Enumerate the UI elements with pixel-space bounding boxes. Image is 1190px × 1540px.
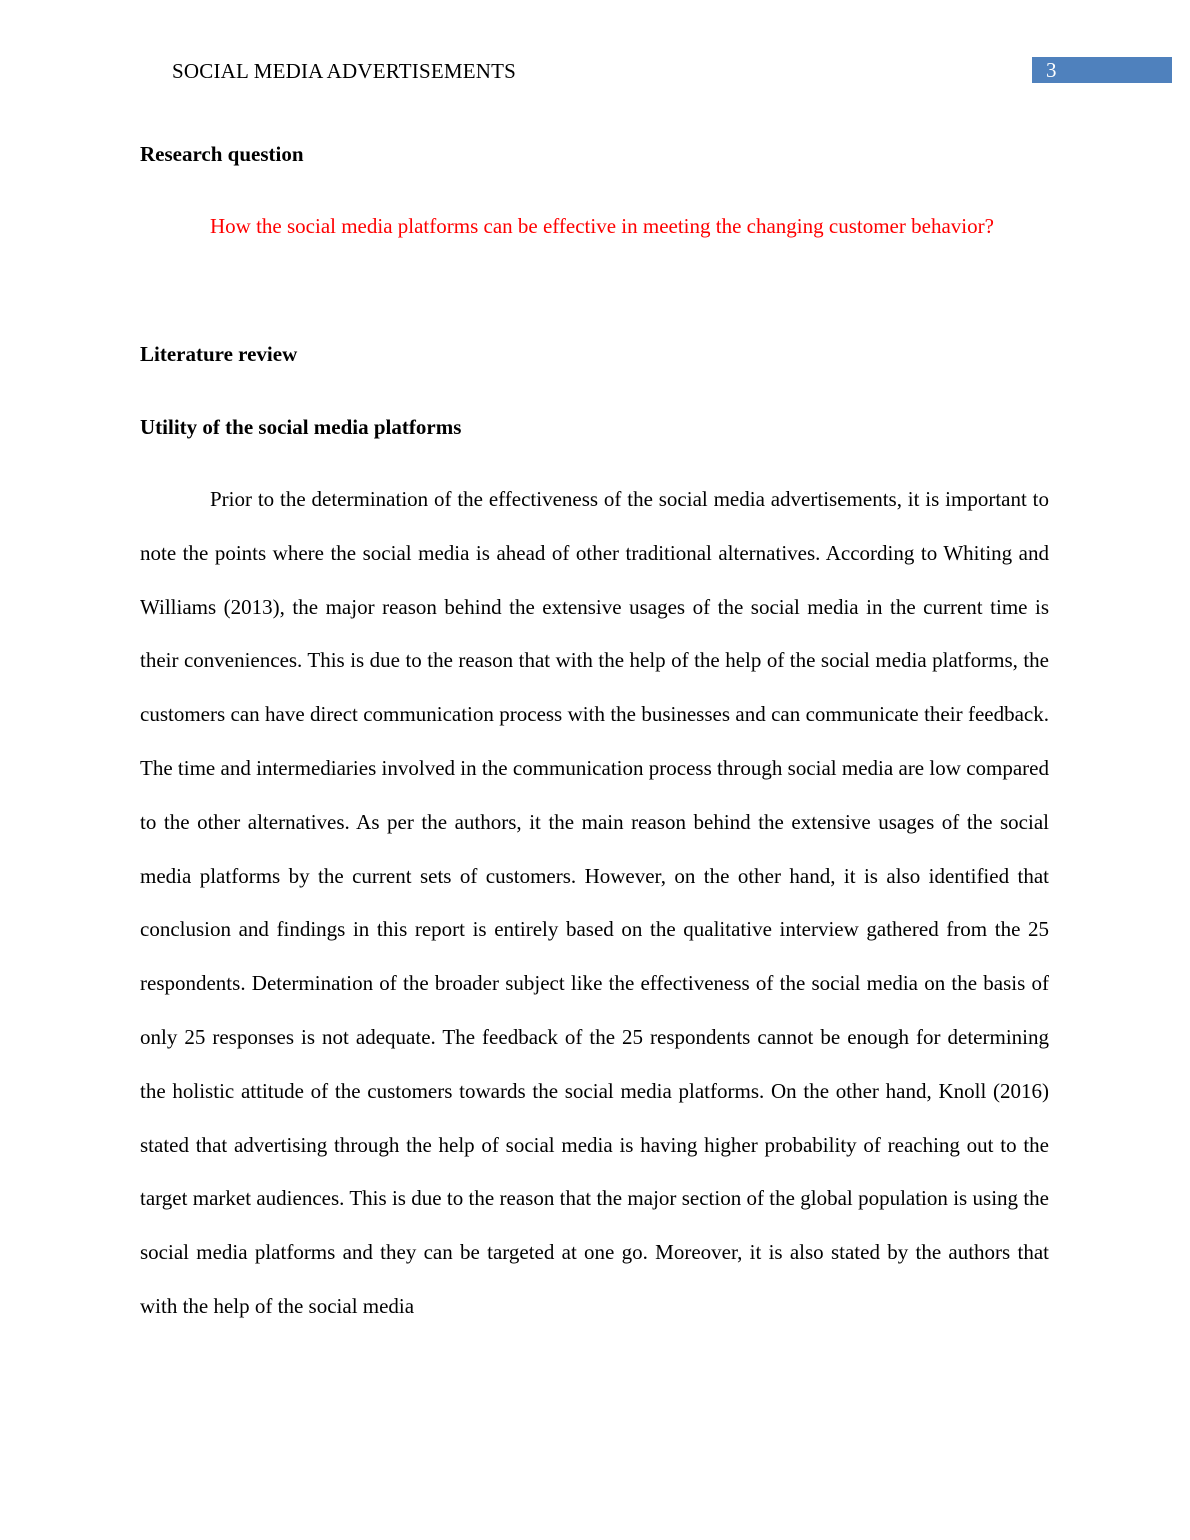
research-question-heading: Research question [140, 142, 304, 166]
running-head: SOCIAL MEDIA ADVERTISEMENTS [172, 59, 517, 83]
page-number-box [1032, 57, 1172, 83]
utility-heading: Utility of the social media platforms [140, 415, 462, 439]
literature-review-heading: Literature review [140, 342, 298, 366]
utility-paragraph: Prior to the determination of the effectiveness of the social media advertisements, it is important to note the points where the social media is ahead of other traditional alternatives. According to Whiting and Williams (2013), the major reason behind the extensive usages of the social media in the current time is their conveniences. This is due to the reason that with the help of the help of the social media platforms, the customers can have direct communication process with the businesses and can communicate their feedback. The time and intermediaries involved in the communication process through social media are low compared to the other alternatives. As per the authors, it the main reason behind the extensive usages of the social media platforms by the current sets of customers. However, on the other hand, it is also identified that conclusion and findings in this report is entirely based on the qualitative interview gathered from the 25 respondents. Determination of the broader subject like the effectiveness of the social media on the basis of only 25 responses is not adequate. The feedback of the 25 respondents cannot be enough for determining the holistic attitude of the customers towards the social media platforms. On the other hand, Knoll (2016) stated that advertising through the help of social media is having higher probability of reaching out to the target market audiences. This is due to the reason that the major section of the global population is using the social media platforms and they can be targeted at one go. Moreover, it is also stated by the authors that with the help of the social media [140, 487, 1049, 1318]
research-question-text: How the social media platforms can be effective in meeting the changing customer behavior? [210, 214, 994, 238]
page-number: 3 [1046, 58, 1057, 82]
